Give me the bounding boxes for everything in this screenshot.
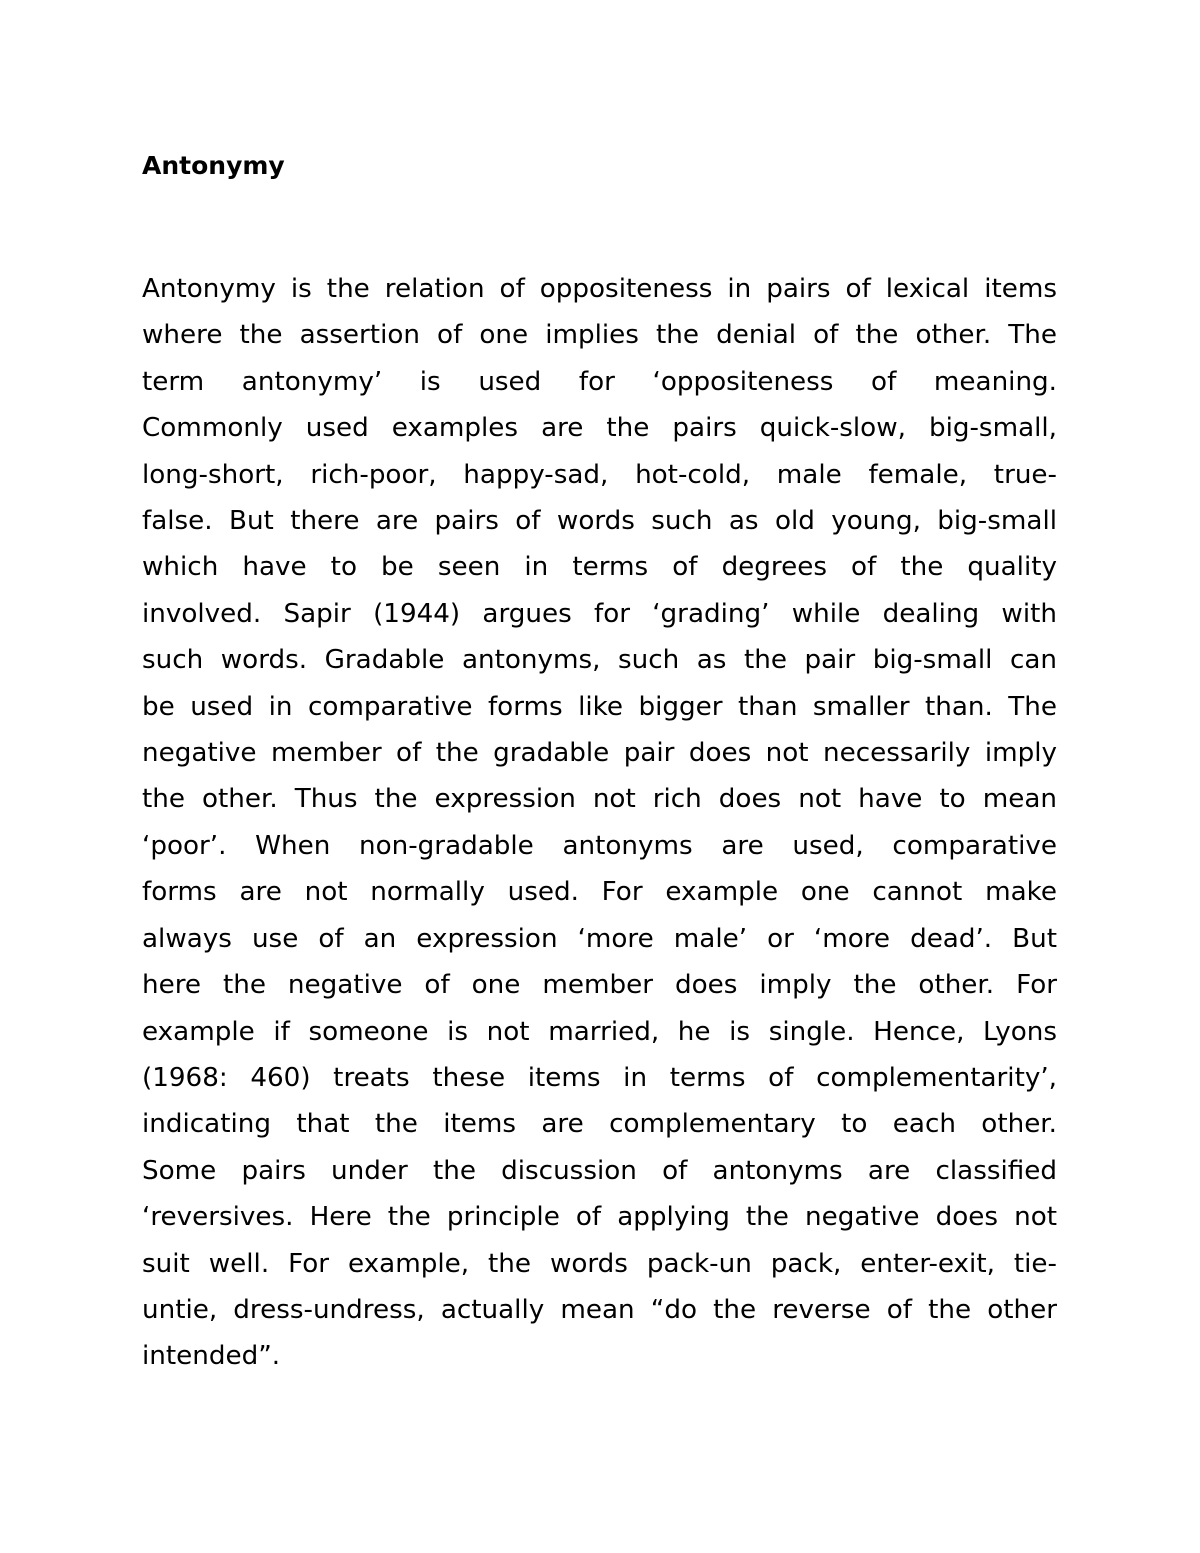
paragraph-line: intended”.: [142, 1341, 281, 1372]
paragraph-line: be used in comparative forms like bigger than smaller than. The: [142, 691, 1057, 722]
paragraph-line: negative member of the gradable pair does not necessarily imply: [142, 738, 1057, 769]
paragraph-line: Antonymy is the relation of oppositeness in pairs of lexical items: [142, 274, 1057, 304]
paragraph-line: such words. Gradable antonyms, such as the pair big-small can: [142, 645, 1057, 676]
paragraph-line: term antonymy’ is used for ‘oppositeness of meaning.: [142, 366, 1057, 397]
paragraph-line: where the assertion of one implies the denial of the other. The: [142, 320, 1057, 351]
paragraph-line: (1968: 460) treats these items in terms of complementarity’,: [142, 1062, 1057, 1093]
paragraph-line: Commonly used examples are the pairs quick-slow, big-small,: [142, 413, 1057, 444]
paragraph-line: involved. Sapir (1944) argues for ‘grading’ while dealing with: [142, 598, 1057, 629]
paragraph-line: suit well. For example, the words pack-un pack, enter-exit, tie-: [142, 1248, 1057, 1279]
paragraph-line: which have to be seen in terms of degrees of the quality: [142, 552, 1057, 583]
paragraph-line: indicating that the items are complementary to each other.: [142, 1109, 1057, 1140]
body-paragraph: [142, 266, 1057, 1380]
paragraph-line: here the negative of one member does imply the other. For: [142, 970, 1057, 1001]
paragraph-line: long-short, rich-poor, happy-sad, hot-cold, male female, true-: [142, 459, 1057, 490]
paragraph-line: ‘poor’. When non-gradable antonyms are used, comparative: [142, 830, 1057, 861]
document-title: Antonymy: [142, 151, 285, 180]
paragraph-line: untie, dress-undress, actually mean “do the reverse of the other: [142, 1294, 1057, 1325]
paragraph-line: ‘reversives. Here the principle of applying the negative does not: [142, 1202, 1057, 1233]
paragraph-line: forms are not normally used. For example one cannot make: [142, 877, 1057, 908]
paragraph-line: the other. Thus the expression not rich does not have to mean: [142, 784, 1057, 815]
paragraph-line: example if someone is not married, he is single. Hence, Lyons: [142, 1016, 1057, 1047]
paragraph-line: always use of an expression ‘more male’ or ‘more dead’. But: [142, 923, 1057, 954]
paragraph-line: false. But there are pairs of words such as old young, big-small: [142, 506, 1057, 537]
paragraph-line: Some pairs under the discussion of antonyms are classified: [142, 1155, 1057, 1186]
